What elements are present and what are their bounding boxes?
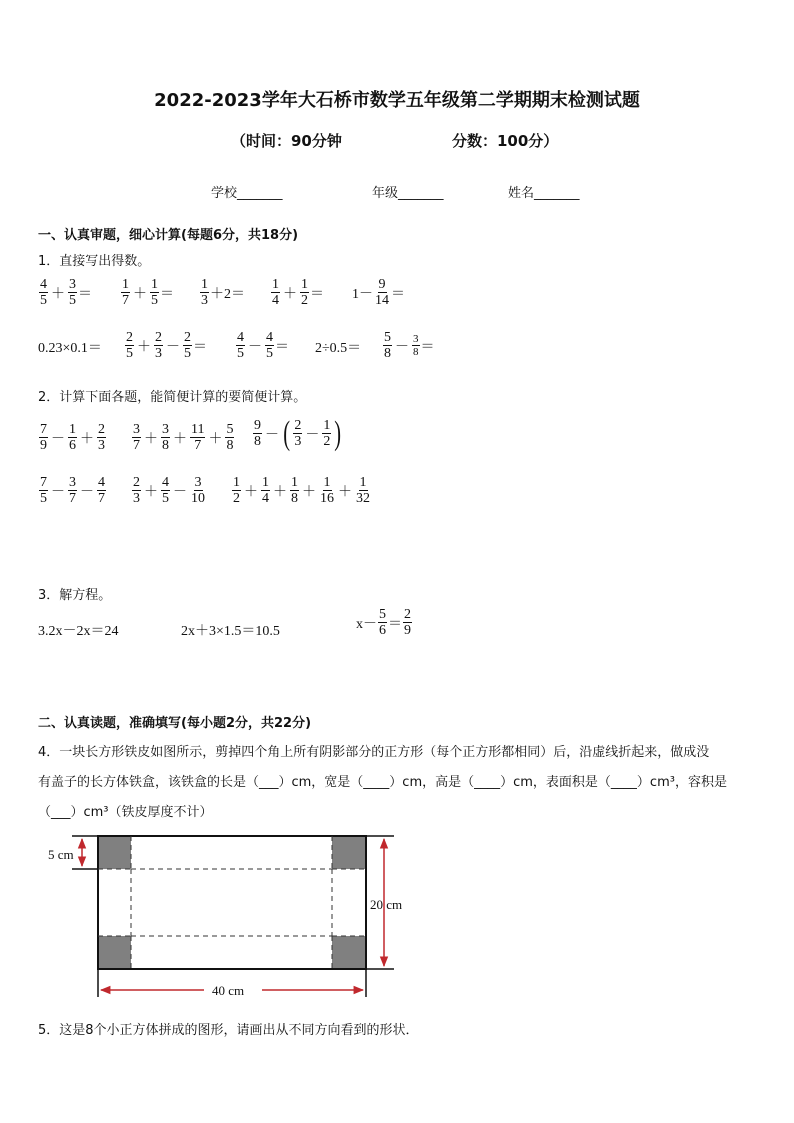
name-field: 姓名_______ xyxy=(508,186,580,201)
corner-square-top-right xyxy=(332,836,366,869)
question-5: 5．这是8个小正方体拼成的图形，请画出从不同方向看到的形状． xyxy=(38,1023,419,1038)
exam-time: （时间：90分钟 xyxy=(231,132,342,150)
equation-2: 2x＋3×1.5＝10.5 xyxy=(181,624,280,639)
label-height: 20 cm xyxy=(370,897,403,912)
question-1: 1．直接写出得数。 xyxy=(38,254,151,269)
fold-lines xyxy=(98,836,366,969)
q2-item-6: $\frac{1}{2}$ ＋ $\frac{1}{4}$ ＋ $\frac{1}{8}$ ＋ $\frac{1}{16}$ ＋ $\frac{1}{32}$ xyxy=(233,475,370,506)
grade-field: 年级_______ xyxy=(372,186,444,201)
page-title: 2022-2023学年大石桥市数学五年级第二学期期末检测试题 xyxy=(154,90,640,111)
school-field: 学校_______ xyxy=(211,186,283,201)
q1-item-4: $\frac{1}{4}$ ＋ $\frac{1}{2}$ ＝ xyxy=(272,277,324,308)
q1-item-10: $\frac{5}{8}$ － $\frac{3}{8}$ ＝ xyxy=(384,330,435,361)
question-4-line-1: 4．一块长方形铁皮如图所示，剪掉四个角上所有阴影部分的正方形（每个正方形都相同）后，沿虚线折起来，做成没 xyxy=(38,745,710,760)
question-2: 2．计算下面各题，能简便计算的要简便计算。 xyxy=(38,390,307,405)
q1-item-3: $\frac{1}{3}$ ＋2＝ xyxy=(201,277,245,308)
question-4-line-3: （___）cm³（铁皮厚度不计） xyxy=(38,805,213,820)
q1-item-2: $\frac{1}{7}$ ＋ $\frac{1}{5}$ ＝ xyxy=(122,277,174,308)
corner-square-bottom-left xyxy=(98,936,131,969)
q2-item-2: $\frac{3}{7}$ ＋ $\frac{3}{8}$ ＋ $\frac{11}{7}$ ＋ $\frac{5}{8}$ xyxy=(133,422,234,453)
equation-1: 3.2x－2x＝24 xyxy=(38,624,119,639)
q1-item-7: $\frac{2}{5}$ ＋ $\frac{2}{3}$ － $\frac{2}{5}$ ＝ xyxy=(126,330,207,361)
section1-title: 一、认真审题，细心计算(每题6分，共18分) xyxy=(38,228,299,243)
section2-title: 二、认真读题，准确填写(每小题2分，共22分) xyxy=(38,716,312,731)
corner-square-bottom-right xyxy=(332,936,366,969)
label-width: 40 cm xyxy=(212,983,245,998)
sheet-outline xyxy=(98,836,366,969)
sheet-diagram xyxy=(0,820,794,1010)
question-3: 3．解方程。 xyxy=(38,588,112,603)
q1-item-5: 1－ $\frac{9}{14}$ ＝ xyxy=(352,277,405,308)
q2-item-5: $\frac{2}{3}$ ＋ $\frac{4}{5}$ － $\frac{3}{10}$ xyxy=(133,475,205,506)
equation-3: x－ $\frac{5}{6}$ ＝ $\frac{2}{9}$ xyxy=(356,607,411,638)
q1-item-1: $\frac{4}{5}$ ＋ $\frac{3}{5}$ ＝ xyxy=(40,277,92,308)
exam-score: 分数：100分） xyxy=(452,132,559,150)
q2-item-1: $\frac{7}{9}$ － $\frac{1}{6}$ ＋ $\frac{2}{3}$ xyxy=(40,422,105,453)
label-side: 5 cm xyxy=(48,847,74,862)
corner-square-top-left xyxy=(98,836,131,869)
q2-item-3: $\frac{9}{8}$ － ( $\frac{2}{3}$ － $\frac{1}{2}$ ) xyxy=(254,414,342,452)
question-4-line-2: 有盖子的长方体铁盒，该铁盒的长是（___）cm，宽是（____）cm，高是（____）cm，表面积是（____）cm³，容积是 xyxy=(38,775,727,790)
q2-item-4: $\frac{7}{5}$ － $\frac{3}{7}$ － $\frac{4}{7}$ xyxy=(40,475,105,506)
q1-item-9: 2÷0.5＝ xyxy=(315,341,362,356)
q1-item-8: $\frac{4}{5}$ － $\frac{4}{5}$ ＝ xyxy=(237,330,289,361)
q1-item-6: 0.23×0.1＝ xyxy=(38,341,102,356)
